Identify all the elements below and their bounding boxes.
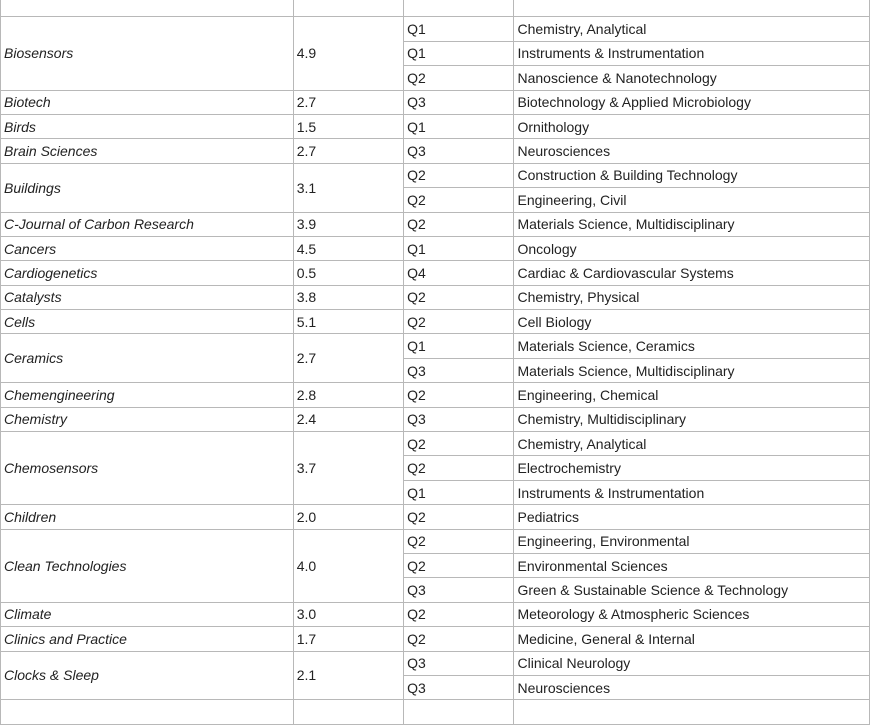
quartile-cell: Q2 <box>404 285 514 309</box>
category-cell: Medicine, General & Internal <box>514 627 870 651</box>
quartile-cell: Q3 <box>404 578 514 602</box>
category-cell: Engineering, Environmental <box>514 529 870 553</box>
table-row <box>1 0 870 17</box>
impact-factor-cell: 4.5 <box>293 236 403 260</box>
impact-factor-cell: 3.1 <box>293 163 403 212</box>
table-row <box>1 505 870 529</box>
category-cell: Meteorology & Atmospheric Sciences <box>514 602 870 626</box>
category-cell: Clinical Neurology <box>514 651 870 675</box>
impact-factor-cell: 5.1 <box>293 310 403 334</box>
category-cell: Materials Science, Multidisciplinary <box>514 358 870 382</box>
impact-factor-cell <box>293 700 403 724</box>
table-row <box>1 285 870 309</box>
table-row <box>1 114 870 138</box>
quartile-cell: Q1 <box>404 236 514 260</box>
journal-name-cell: Climate <box>1 602 294 626</box>
category-cell: Instruments & Instrumentation <box>514 480 870 504</box>
table-row <box>1 651 870 675</box>
table-row <box>1 529 870 553</box>
impact-factor-cell: 2.7 <box>293 139 403 163</box>
category-cell: Construction & Building Technology <box>514 163 870 187</box>
category-cell: Environmental Sciences <box>514 553 870 577</box>
impact-factor-cell: 3.0 <box>293 602 403 626</box>
impact-factor-cell: 3.9 <box>293 212 403 236</box>
quartile-cell: Q3 <box>404 90 514 114</box>
quartile-cell: Q1 <box>404 480 514 504</box>
impact-factor-cell: 3.8 <box>293 285 403 309</box>
table-row <box>1 627 870 651</box>
journal-name-cell <box>1 700 294 724</box>
journal-name-cell: Buildings <box>1 163 294 212</box>
table-row <box>1 17 870 41</box>
table-row <box>1 212 870 236</box>
category-cell: Neurosciences <box>514 139 870 163</box>
journal-name-cell: Clocks & Sleep <box>1 651 294 700</box>
quartile-cell: Q3 <box>404 675 514 699</box>
category-cell: Green & Sustainable Science & Technology <box>514 578 870 602</box>
quartile-cell: Q2 <box>404 432 514 456</box>
journal-name-cell: Brain Sciences <box>1 139 294 163</box>
quartile-cell: Q1 <box>404 41 514 65</box>
table-row <box>1 334 870 358</box>
quartile-cell: Q2 <box>404 602 514 626</box>
quartile-cell: Q3 <box>404 139 514 163</box>
impact-factor-cell: 0.5 <box>293 261 403 285</box>
table-row <box>1 163 870 187</box>
quartile-cell: Q3 <box>404 651 514 675</box>
category-cell: Chemistry, Analytical <box>514 432 870 456</box>
category-cell: Biotechnology & Applied Microbiology <box>514 90 870 114</box>
table-row <box>1 383 870 407</box>
table-row <box>1 432 870 456</box>
table-row <box>1 700 870 724</box>
journal-name-cell: Chemengineering <box>1 383 294 407</box>
quartile-cell: Q2 <box>404 456 514 480</box>
impact-factor-cell: 2.1 <box>293 651 403 700</box>
journal-name-cell: Birds <box>1 114 294 138</box>
category-cell: Pediatrics <box>514 505 870 529</box>
journal-table-body <box>1 0 870 724</box>
journal-name-cell: Cells <box>1 310 294 334</box>
quartile-cell <box>404 700 514 724</box>
quartile-cell: Q2 <box>404 529 514 553</box>
quartile-cell: Q2 <box>404 383 514 407</box>
impact-factor-cell: 2.7 <box>293 90 403 114</box>
journal-name-cell: Biosensors <box>1 17 294 90</box>
category-cell: Ornithology <box>514 114 870 138</box>
category-cell: Cell Biology <box>514 310 870 334</box>
table-row <box>1 236 870 260</box>
quartile-cell: Q2 <box>404 310 514 334</box>
category-cell: Engineering, Chemical <box>514 383 870 407</box>
journal-name-cell: Ceramics <box>1 334 294 383</box>
impact-factor-cell: 2.8 <box>293 383 403 407</box>
category-cell: Neurosciences <box>514 675 870 699</box>
impact-factor-cell: 2.4 <box>293 407 403 431</box>
quartile-cell: Q2 <box>404 163 514 187</box>
quartile-cell: Q1 <box>404 114 514 138</box>
journal-name-cell: Clean Technologies <box>1 529 294 602</box>
impact-factor-cell: 3.7 <box>293 432 403 505</box>
quartile-cell <box>404 0 514 17</box>
category-cell: Chemistry, Analytical <box>514 17 870 41</box>
journal-name-cell: Catalysts <box>1 285 294 309</box>
category-cell: Materials Science, Multidisciplinary <box>514 212 870 236</box>
table-row <box>1 310 870 334</box>
category-cell: Instruments & Instrumentation <box>514 41 870 65</box>
category-cell <box>514 0 870 17</box>
quartile-cell: Q1 <box>404 17 514 41</box>
journal-name-cell: Cancers <box>1 236 294 260</box>
table-row <box>1 261 870 285</box>
quartile-cell: Q1 <box>404 334 514 358</box>
category-cell: Cardiac & Cardiovascular Systems <box>514 261 870 285</box>
quartile-cell: Q2 <box>404 553 514 577</box>
category-cell: Nanoscience & Nanotechnology <box>514 66 870 90</box>
table-row <box>1 602 870 626</box>
impact-factor-cell: 2.0 <box>293 505 403 529</box>
journal-name-cell: C-Journal of Carbon Research <box>1 212 294 236</box>
category-cell: Oncology <box>514 236 870 260</box>
impact-factor-cell: 1.5 <box>293 114 403 138</box>
quartile-cell: Q2 <box>404 505 514 529</box>
category-cell: Electrochemistry <box>514 456 870 480</box>
table-row <box>1 90 870 114</box>
category-cell <box>514 700 870 724</box>
journal-name-cell: Chemosensors <box>1 432 294 505</box>
category-cell: Materials Science, Ceramics <box>514 334 870 358</box>
table-row <box>1 407 870 431</box>
quartile-cell: Q3 <box>404 358 514 382</box>
category-cell: Engineering, Civil <box>514 188 870 212</box>
quartile-cell: Q2 <box>404 627 514 651</box>
quartile-cell: Q2 <box>404 66 514 90</box>
journal-name-cell: Chemistry <box>1 407 294 431</box>
journal-name-cell: Biotech <box>1 90 294 114</box>
journal-name-cell: Cardiogenetics <box>1 261 294 285</box>
impact-factor-cell <box>293 0 403 17</box>
journal-name-cell <box>1 0 294 17</box>
impact-factor-cell: 1.7 <box>293 627 403 651</box>
quartile-cell: Q4 <box>404 261 514 285</box>
journal-name-cell: Children <box>1 505 294 529</box>
impact-factor-cell: 2.7 <box>293 334 403 383</box>
quartile-cell: Q2 <box>404 188 514 212</box>
quartile-cell: Q2 <box>404 212 514 236</box>
impact-factor-cell: 4.9 <box>293 17 403 90</box>
table-row <box>1 139 870 163</box>
category-cell: Chemistry, Multidisciplinary <box>514 407 870 431</box>
journal-name-cell: Clinics and Practice <box>1 627 294 651</box>
impact-factor-cell: 4.0 <box>293 529 403 602</box>
category-cell: Chemistry, Physical <box>514 285 870 309</box>
quartile-cell: Q3 <box>404 407 514 431</box>
